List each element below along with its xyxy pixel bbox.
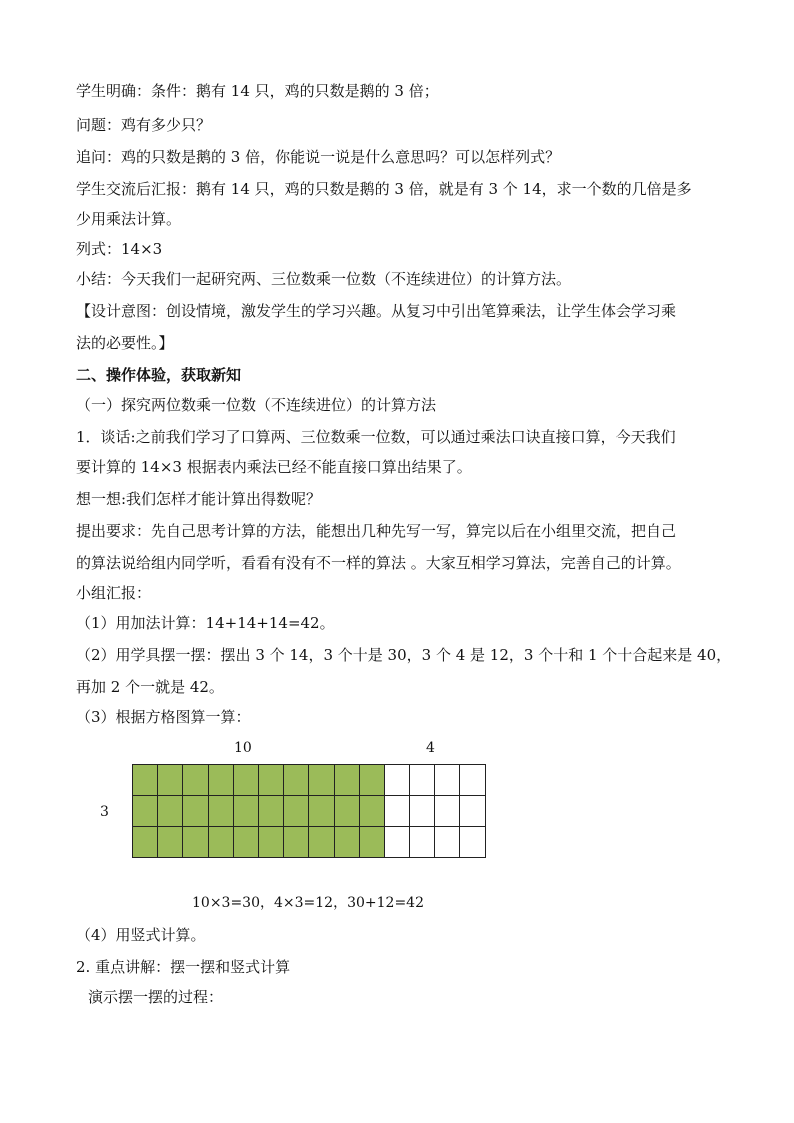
grid-cell-shaded bbox=[360, 796, 385, 827]
text-line: 【设计意图：创设情境，激发学生的学习兴趣。从复习中引出笔算乘法，让学生体会学习乘 bbox=[76, 302, 677, 320]
grid-cell-shaded bbox=[133, 765, 158, 796]
grid-label-ones: 4 bbox=[426, 740, 435, 756]
grid-formula: 10×3=30，4×3=12，30+12=42 bbox=[192, 895, 424, 911]
grid-cell-shaded bbox=[259, 765, 284, 796]
grid-cell-shaded bbox=[158, 765, 183, 796]
grid-cell-shaded bbox=[335, 765, 360, 796]
grid-cell-shaded bbox=[183, 765, 208, 796]
grid-label-rows: 3 bbox=[100, 804, 109, 820]
text-line: 列式：14×3 bbox=[76, 240, 163, 258]
grid-cell-shaded bbox=[234, 827, 259, 858]
text-line: 提出要求：先自己思考计算的方法，能想出几种先写一写，算完以后在小组里交流，把自己 bbox=[76, 522, 677, 540]
text-line: 的算法说给组内同学听，看看有没有不一样的算法 。大家互相学习算法，完善自己的计算。 bbox=[76, 554, 681, 572]
grid-cell-shaded bbox=[284, 827, 309, 858]
text-line: 学生交流后汇报：鹅有 14 只，鸡的只数是鹅的 3 倍，就是有 3 个 14，求一个数的几倍是多 bbox=[76, 180, 692, 198]
grid-cell-shaded bbox=[158, 796, 183, 827]
grid-cell-shaded bbox=[284, 796, 309, 827]
grid-cell-shaded bbox=[133, 827, 158, 858]
grid-cell-blank bbox=[410, 765, 435, 796]
text-line: 少用乘法计算。 bbox=[76, 210, 182, 228]
grid-cell-shaded bbox=[259, 796, 284, 827]
text-line: 小结：今天我们一起研究两、三位数乘一位数（不连续进位）的计算方法。 bbox=[76, 270, 572, 288]
text-line: 要计算的 14×3 根据表内乘法已经不能直接口算出结果了。 bbox=[76, 458, 472, 476]
text-line: 小组汇报： bbox=[76, 584, 152, 602]
grid-cell-shaded bbox=[284, 765, 309, 796]
grid-cell-blank bbox=[460, 765, 485, 796]
text-line: 法的必要性。】 bbox=[76, 334, 174, 352]
text-line: 2. 重点讲解：摆一摆和竖式计算 bbox=[76, 958, 291, 976]
grid-cell-blank bbox=[460, 827, 485, 858]
subsection-heading: （一）探究两位数乘一位数（不连续进位）的计算方法 bbox=[76, 396, 437, 414]
text-line: 演示摆一摆的过程： bbox=[88, 988, 224, 1006]
grid-cell-shaded bbox=[183, 796, 208, 827]
text-line: （2）用学具摆一摆：摆出 3 个 14，3 个十是 30，3 个 4 是 12，3 个十和 1 个十合起来是 40， bbox=[76, 646, 732, 664]
grid-cell-blank bbox=[460, 796, 485, 827]
grid-cell-shaded bbox=[158, 827, 183, 858]
grid-cell-blank bbox=[435, 796, 460, 827]
grid-cell-shaded bbox=[209, 796, 234, 827]
text-line: 问题：鸡有多少只？ bbox=[76, 116, 212, 134]
grid-cell-blank bbox=[435, 765, 460, 796]
grid-cell-blank bbox=[385, 796, 410, 827]
text-line: 想一想:我们怎样才能计算出得数呢？ bbox=[76, 490, 322, 508]
grid-cell-shaded bbox=[183, 827, 208, 858]
grid-cell-shaded bbox=[309, 827, 334, 858]
grid-cell-shaded bbox=[234, 765, 259, 796]
text-line: 学生明确：条件：鹅有 14 只，鸡的只数是鹅的 3 倍； bbox=[76, 82, 439, 100]
grid-cell-shaded bbox=[209, 765, 234, 796]
text-line: 1．谈话:之前我们学习了口算两、三位数乘一位数，可以通过乘法口诀直接口算，今天我们 bbox=[76, 428, 676, 446]
text-line: （1）用加法计算：14+14+14=42。 bbox=[76, 614, 335, 632]
text-line: （3）根据方格图算一算： bbox=[76, 708, 251, 726]
grid-cell-blank bbox=[410, 796, 435, 827]
grid-cell-shaded bbox=[309, 796, 334, 827]
grid-cell-blank bbox=[410, 827, 435, 858]
grid-cell-shaded bbox=[309, 765, 334, 796]
section-heading: 二、操作体验，获取新知 bbox=[76, 366, 242, 384]
text-line: 再加 2 个一就是 42。 bbox=[76, 678, 224, 696]
text-line: （4）用竖式计算。 bbox=[76, 926, 206, 944]
grid-cell-blank bbox=[385, 827, 410, 858]
grid-cell-shaded bbox=[360, 827, 385, 858]
grid-cell-shaded bbox=[209, 827, 234, 858]
text-line: 追问：鸡的只数是鹅的 3 倍，你能说一说是什么意思吗？可以怎样列式？ bbox=[76, 148, 561, 166]
grid-cell-shaded bbox=[360, 765, 385, 796]
square-grid bbox=[132, 764, 486, 858]
grid-cell-shaded bbox=[335, 796, 360, 827]
grid-cell-shaded bbox=[335, 827, 360, 858]
grid-cell-shaded bbox=[133, 796, 158, 827]
grid-cell-blank bbox=[385, 765, 410, 796]
grid-cell-blank bbox=[435, 827, 460, 858]
grid-cell-shaded bbox=[234, 796, 259, 827]
grid-label-tens: 10 bbox=[234, 740, 252, 756]
grid-cell-shaded bbox=[259, 827, 284, 858]
